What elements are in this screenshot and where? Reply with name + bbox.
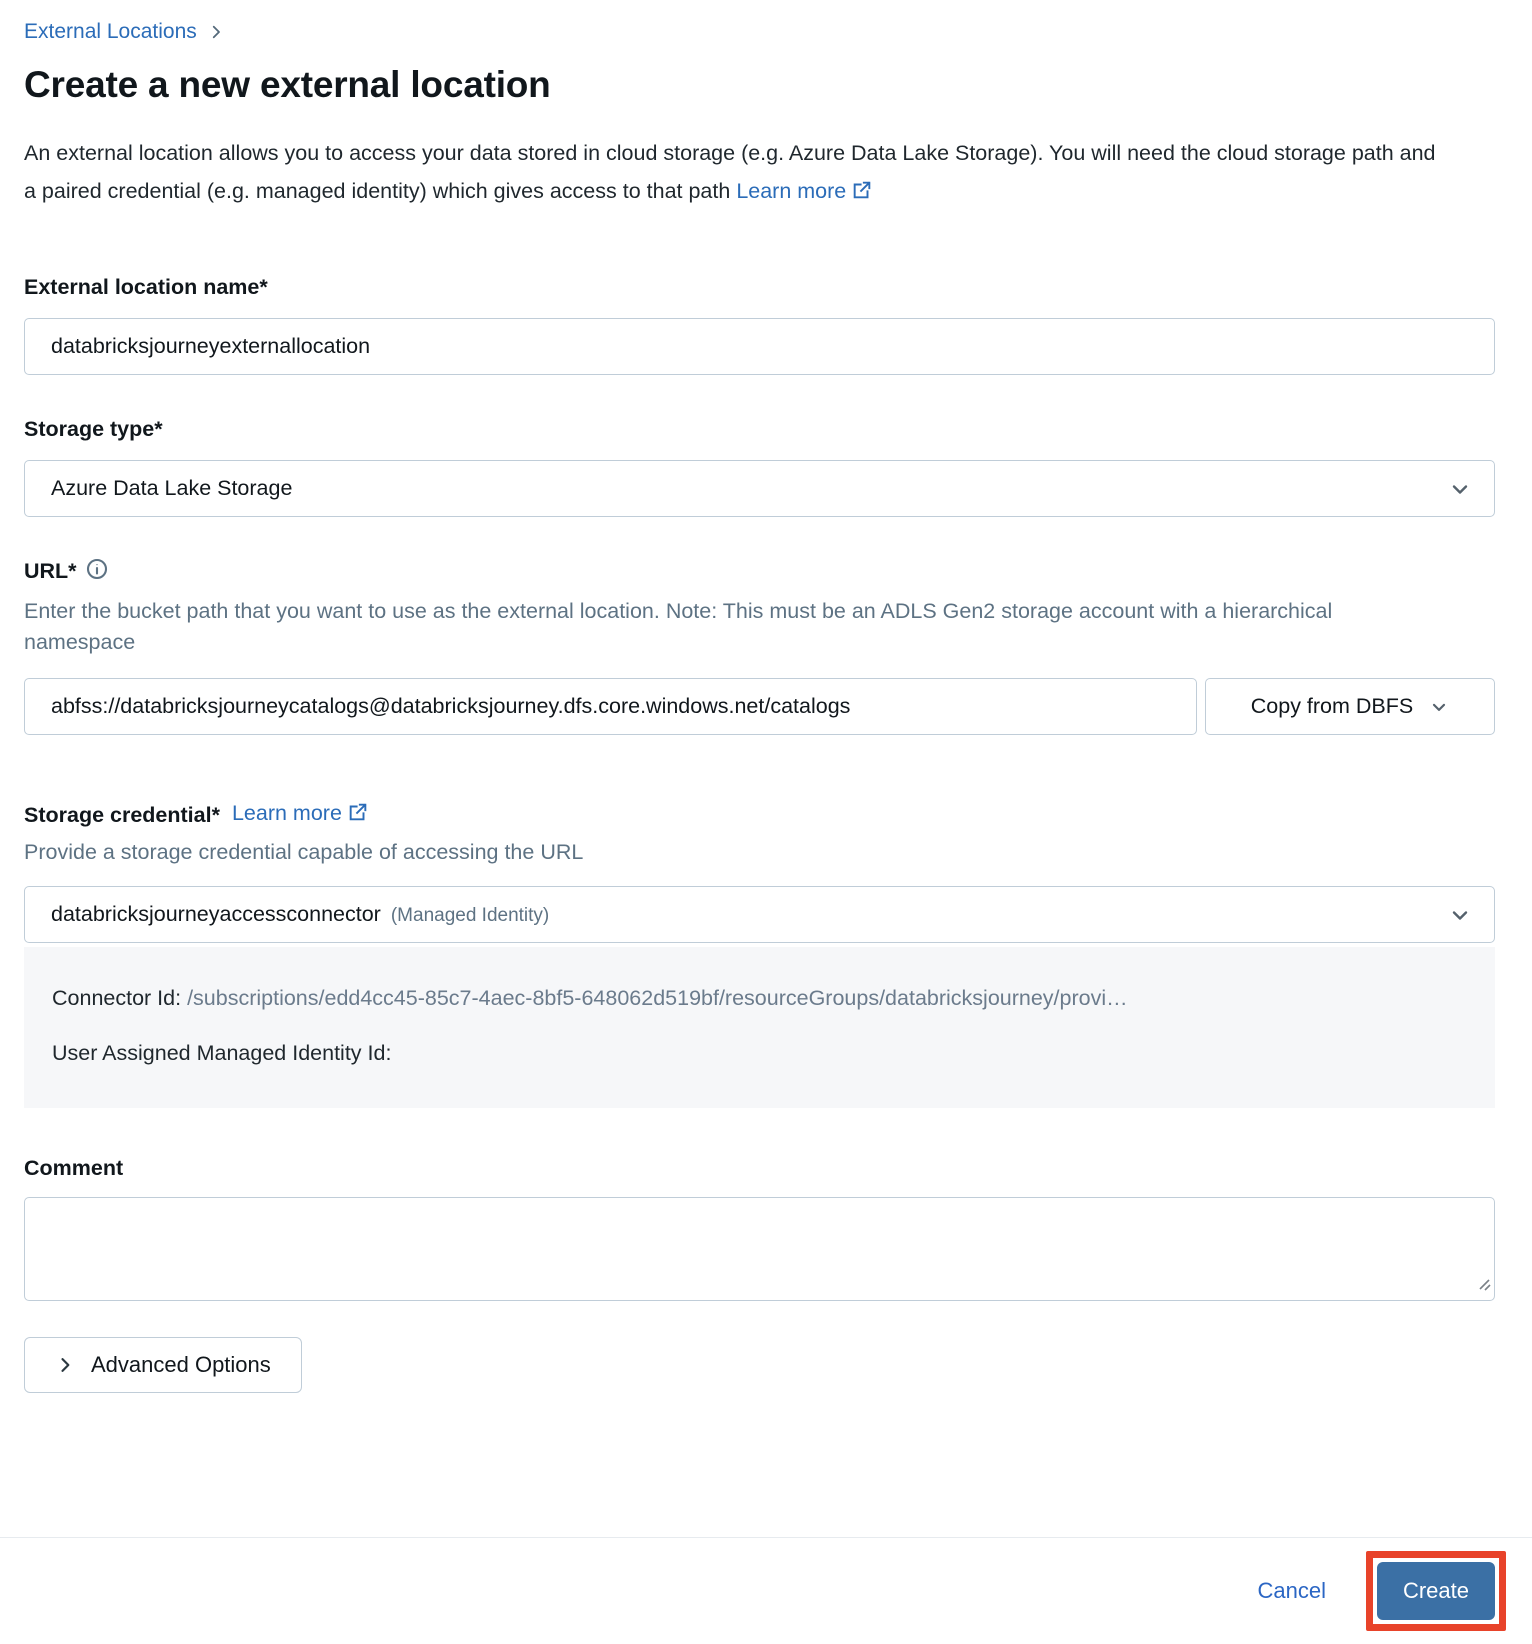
external-link-icon — [851, 175, 873, 213]
create-button[interactable]: Create — [1377, 1562, 1495, 1620]
page-description — [24, 134, 1444, 213]
storage-type-select[interactable] — [24, 460, 1495, 517]
copy-from-dbfs-label: Copy from DBFS — [1250, 694, 1414, 718]
comment-textarea[interactable] — [24, 1197, 1495, 1301]
annotation-highlight-box — [1366, 1551, 1506, 1631]
field-comment — [24, 1156, 1495, 1301]
storage-type-value: Azure Data Lake Storage — [51, 476, 293, 500]
url-label: URL* — [24, 559, 77, 583]
description-text: An external location allows you to access your data stored in cloud storage (e.g. Azure Data Lake Storage). You will need the cloud storage path and a paired credential (e.g. managed identity) which gives access to that path — [24, 141, 1436, 203]
connector-id-label: Connector Id: — [52, 986, 182, 1010]
advanced-options-label: Advanced Options — [91, 1352, 271, 1377]
storage-credential-type: (Managed Identity) — [390, 905, 550, 926]
footer-action-bar — [0, 1537, 1532, 1644]
breadcrumb-external-locations-link[interactable]: External Locations — [24, 20, 197, 43]
url-input[interactable] — [24, 678, 1197, 735]
chevron-right-icon — [207, 23, 225, 41]
credential-details-panel — [24, 947, 1495, 1108]
storage-type-label: Storage type* — [24, 417, 163, 441]
external-location-name-label: External location name* — [24, 275, 268, 299]
url-help-text: Enter the bucket path that you want to use as the external location. Note: This must be an ADLS Gen2 storage account with a hierarchical namespace — [24, 599, 1333, 654]
page-title: Create a new external location — [24, 64, 551, 105]
field-storage-type — [24, 417, 1495, 517]
copy-from-dbfs-button[interactable] — [1205, 678, 1495, 735]
field-url — [24, 557, 1495, 735]
cancel-button[interactable]: Cancel — [1257, 1578, 1326, 1603]
learn-more-link[interactable] — [736, 179, 873, 203]
connector-id-value: /subscriptions/edd4cc45-85c7-4aec-8bf5-648062d519bf/resourceGroups/databricksjourney/provi… — [187, 986, 1128, 1010]
storage-credential-help-text: Provide a storage credential capable of accessing the URL — [24, 840, 584, 864]
chevron-down-icon — [1429, 697, 1449, 717]
credential-learn-more-link[interactable] — [232, 801, 369, 829]
field-external-location-name — [24, 275, 1495, 375]
info-icon[interactable] — [85, 557, 109, 586]
storage-credential-value: databricksjourneyaccessconnector — [51, 902, 381, 926]
storage-credential-select[interactable] — [24, 886, 1495, 943]
credential-learn-more-label: Learn more — [231, 801, 342, 825]
storage-credential-label: Storage credential* — [24, 802, 220, 827]
external-link-icon — [347, 801, 369, 829]
external-location-name-input[interactable] — [24, 318, 1495, 375]
chevron-down-icon — [1448, 477, 1472, 501]
uami-id-label: User Assigned Managed Identity Id: — [52, 1041, 392, 1065]
learn-more-label: Learn more — [736, 179, 847, 203]
field-storage-credential — [24, 801, 1495, 1108]
breadcrumb — [24, 20, 1495, 44]
chevron-right-icon — [55, 1355, 75, 1375]
advanced-options-button[interactable] — [24, 1337, 302, 1393]
chevron-down-icon — [1448, 903, 1472, 927]
comment-label: Comment — [24, 1156, 124, 1180]
